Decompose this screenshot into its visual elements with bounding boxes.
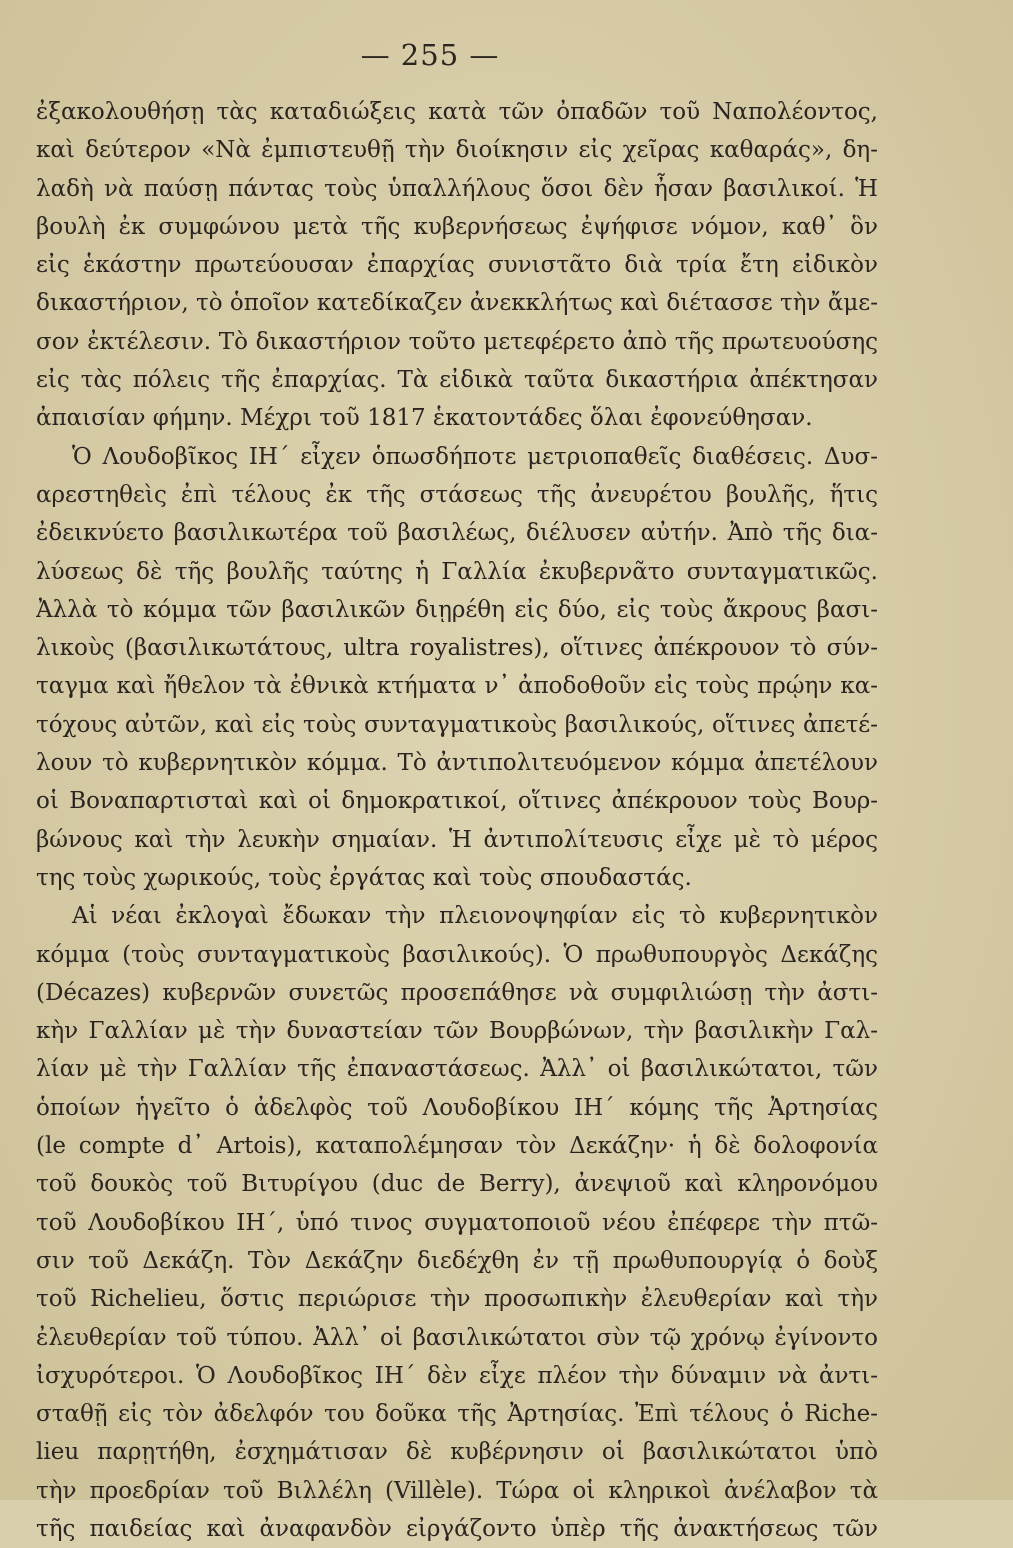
- text-line: αρεστηθεὶς ἐπὶ τέλους ἐκ τῆς στάσεως τῆς ἀνευρέτου βουλῆς, ἥτις: [36, 481, 878, 508]
- text-line: (le compte d᾽ Artois), καταπολέμησαν τὸν Δεκάζην· ἡ δὲ δολοφονία: [36, 1133, 878, 1160]
- text-line: lieu παρῃτήθη, ἐσχημάτισαν δὲ κυβέρνησιν οἱ βασιλικώτατοι ὑπὸ: [36, 1439, 878, 1466]
- text-line: κόμμα (τοὺς συνταγματικοὺς βασιλικούς). Ὁ πρωθυπουργὸς Δεκάζης: [36, 941, 878, 968]
- text-line: λίαν μὲ τὴν Γαλλίαν τῆς ἐπαναστάσεως. Ἀλλ᾽ οἱ βασιλικώτατοι, τῶν: [36, 1056, 878, 1083]
- text-line: βουλὴ ἐκ συμφώνου μετὰ τῆς κυβερνήσεως ἐψήφισε νόμον, καθ᾽ ὃν: [36, 213, 878, 240]
- text-line: ἰσχυρότεροι. Ὁ Λουδοβῖκος ΙΗ΄ δὲν εἶχε πλέον τὴν δύναμιν νὰ ἀντι-: [36, 1362, 878, 1389]
- text-line: λύσεως δὲ τῆς βουλῆς ταύτης ἡ Γαλλία ἐκυβερνᾶτο συνταγματικῶς.: [36, 558, 878, 585]
- text-line: Ἀλλὰ τὸ κόμμα τῶν βασιλικῶν διῃρέθη εἰς δύο, εἰς τοὺς ἄκρους βασι-: [36, 596, 878, 623]
- text-line: κὴν Γαλλίαν μὲ τὴν δυναστείαν τῶν Βουρβώνων, τὴν βασιλικὴν Γαλ-: [36, 1018, 878, 1045]
- text-line: ἐξακολουθήσῃ τὰς καταδιώξεις κατὰ τῶν ὀπαδῶν τοῦ Ναπολέοντος,: [36, 99, 878, 125]
- text-line: ταγμα καὶ ἤθελον τὰ ἐθνικὰ κτήματα ν᾽ ἀποδοθοῦν εἰς τοὺς πρῴην κα-: [36, 673, 878, 700]
- text-line: ἀπαισίαν φήμην. Μέχρι τοῦ 1817 ἑκατοντάδες ὅλαι ἐφονεύθησαν.: [36, 405, 813, 432]
- text-line: Ὁ Λουδοβῖκος ΙΗ΄ εἶχεν ὁπωσδήποτε μετριοπαθεῖς διαθέσεις. Δυσ-: [72, 443, 878, 470]
- text-line: λουν τὸ κυβερνητικὸν κόμμα. Τὸ ἀντιπολιτευόμενον κόμμα ἀπετέλουν: [36, 750, 878, 777]
- text-line: δικαστήριον, τὸ ὁποῖον κατεδίκαζεν ἀνεκκλήτως καὶ διέτασσε τὴν ἄμε-: [36, 290, 878, 317]
- text-line: σον ἐκτέλεσιν. Τὸ δικαστήριον τοῦτο μετεφέρετο ἀπὸ τῆς πρωτευούσης: [36, 328, 878, 355]
- text-line: τῆς παιδείας καὶ ἀναφανδὸν εἰργάζοντο ὑπὲρ τῆς ἀνακτήσεως τῶν: [36, 1515, 878, 1542]
- text-line: καὶ δεύτερον «Νὰ ἐμπιστευθῇ τὴν διοίκησιν εἰς χεῖρας καθαράς», δη-: [36, 137, 878, 164]
- text-line: Αἱ νέαι ἐκλογαὶ ἔδωκαν τὴν πλειονοψηφίαν εἰς τὸ κυβερνητικὸν: [72, 903, 878, 930]
- body-text: [36, 93, 878, 1548]
- text-line: λαδὴ νὰ παύσῃ πάντας τοὺς ὑπαλλήλους ὅσοι δὲν ἦσαν βασιλικοί. Ἡ: [36, 175, 878, 202]
- text-line: τοῦ Λουδοβίκου ΙΗ΄, ὑπό τινος συγματοποιοῦ νέου ἐπέφερε τὴν πτῶ-: [36, 1209, 878, 1236]
- text-line: της τοὺς χωρικούς, τοὺς ἐργάτας καὶ τοὺς σπουδαστάς.: [36, 864, 692, 891]
- text-line: σιν τοῦ Δεκάζη. Τὸν Δεκάζην διεδέχθη ἐν τῇ πρωθυπουργίᾳ ὁ δοὺξ: [36, 1247, 878, 1274]
- page-number: — 255 —: [360, 38, 500, 72]
- text-line: οἱ Βοναπαρτισταὶ καὶ οἱ δημοκρατικοί, οἵτινες ἀπέκρουον τοὺς Βουρ-: [36, 788, 878, 815]
- text-line: ἐλευθερίαν τοῦ τύπου. Ἀλλ᾽ οἱ βασιλικώτατοι σὺν τῷ χρόνῳ ἐγίνοντο: [36, 1324, 878, 1351]
- text-line: τόχους αὐτῶν, καὶ εἰς τοὺς συνταγματικοὺς βασιλικούς, οἵτινες ἀπετέ-: [36, 711, 878, 738]
- text-line: εἰς τὰς πόλεις τῆς ἐπαρχίας. Τὰ εἰδικὰ ταῦτα δικαστήρια ἀπέκτησαν: [36, 367, 878, 394]
- text-line: εἰς ἑκάστην πρωτεύουσαν ἐπαρχίας συνιστᾶτο διὰ τρία ἔτη εἰδικὸν: [36, 252, 878, 279]
- text-line: ἐδεικνύετο βασιλικωτέρα τοῦ βασιλέως, διέλυσεν αὐτήν. Ἀπὸ τῆς δια-: [36, 520, 878, 547]
- text-line: τὴν προεδρίαν τοῦ Βιλλέλη (Villèle). Τώρα οἱ κληρικοὶ ἀνέλαβον τὰ: [36, 1477, 878, 1504]
- text-line: ὁποίων ἡγεῖτο ὁ ἀδελφὸς τοῦ Λουδοβίκου ΙΗ΄ κόμης τῆς Ἀρτησίας: [36, 1094, 878, 1121]
- text-line: τοῦ δουκὸς τοῦ Βιτυρίγου (duc de Berry), ἀνεψιοῦ καὶ κληρονόμου: [36, 1171, 878, 1198]
- text-line: λικοὺς (βασιλικωτάτους, ultra royalistres), οἵτινες ἀπέκρουον τὸ σύν-: [36, 635, 878, 662]
- text-line: βώνους καὶ τὴν λευκὴν σημαίαν. Ἡ ἀντιπολίτευσις εἶχε μὲ τὸ μέρος: [36, 826, 878, 853]
- text-line: τοῦ Richelieu, ὅστις περιώρισε τὴν προσωπικὴν ἐλευθερίαν καὶ τὴν: [36, 1286, 878, 1313]
- text-line: σταθῇ εἰς τὸν ἀδελφόν του δοῦκα τῆς Ἀρτησίας. Ἐπὶ τέλους ὁ Riche-: [36, 1401, 878, 1428]
- text-line: (Décazes) κυβερνῶν συνετῶς προσεπάθησε νὰ συμφιλιώσῃ τὴν ἀστι-: [36, 979, 878, 1006]
